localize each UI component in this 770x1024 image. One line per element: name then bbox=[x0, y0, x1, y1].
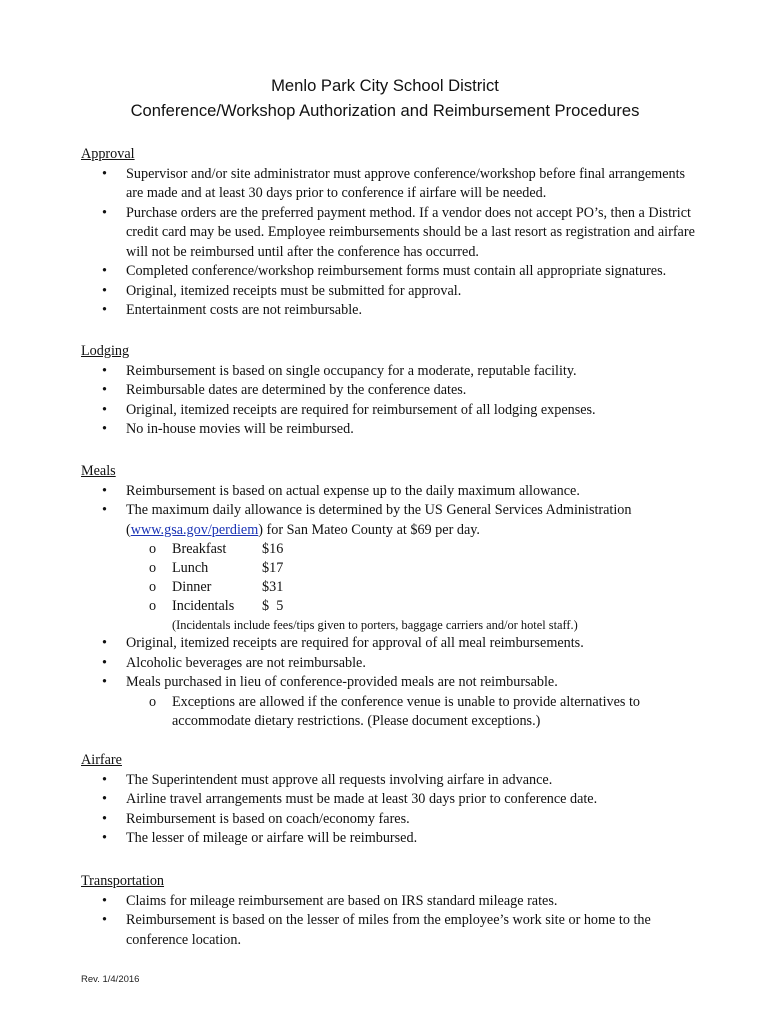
meal-breakdown-item bbox=[81, 540, 701, 559]
revision-date: Rev. 1/4/2016 bbox=[81, 974, 140, 985]
exception-list bbox=[81, 693, 701, 731]
meal-name: Incidentals bbox=[172, 598, 235, 614]
list-item: • Airline travel arrangements must be made at least 30 days prior to conference date. bbox=[81, 790, 701, 810]
list-item bbox=[81, 673, 701, 731]
airfare-heading: Airfare bbox=[81, 752, 122, 768]
list-item: • Alcoholic beverages are not reimbursable. bbox=[81, 654, 701, 674]
incidentals-note: (Incidentals include fees/tips given to porters, baggage carriers and/or hotel staff.) bbox=[172, 618, 578, 632]
list-item: • Claims for mileage reimbursement are based on IRS standard mileage rates. bbox=[81, 892, 701, 912]
meal-amount: $17 bbox=[262, 560, 284, 576]
meal-breakdown-item bbox=[81, 559, 701, 578]
gsa-perdiem-link[interactable]: www.gsa.gov/perdiem bbox=[130, 521, 259, 538]
transportation-section bbox=[81, 872, 701, 950]
airfare-section bbox=[81, 751, 701, 849]
list-item: • Original, itemized receipts are required for approval of all meal reimbursements. bbox=[81, 634, 701, 654]
allowance-text-end: ) for San Mateo County at $69 per day. bbox=[258, 521, 480, 538]
meal-name: Breakfast bbox=[172, 541, 227, 557]
list-item: • Original, itemized receipts must be submitted for approval. bbox=[81, 282, 701, 302]
meal-amount: $31 bbox=[262, 579, 284, 595]
meal-name: Lunch bbox=[172, 560, 209, 576]
meal-breakdown-item bbox=[81, 597, 701, 616]
list-item: • Reimbursement is based on single occupancy for a moderate, reputable facility. bbox=[81, 362, 701, 382]
meal-amount: $16 bbox=[262, 541, 284, 557]
list-item: • Completed conference/workshop reimbursement forms must contain all appropriate signatures. bbox=[81, 262, 701, 282]
allowance-text-start: The maximum daily allowance is determined by the US General Services Administration ( bbox=[126, 502, 632, 538]
meal-name: Dinner bbox=[172, 579, 212, 595]
list-item: • Reimbursable dates are determined by the conference dates. bbox=[81, 381, 701, 401]
meals-list bbox=[81, 482, 701, 731]
meals-section bbox=[81, 462, 701, 731]
list-item bbox=[81, 501, 701, 634]
meal-breakdown-item bbox=[81, 578, 701, 597]
list-item: • The lesser of mileage or airfare will be reimbursed. bbox=[81, 829, 701, 849]
exception-item: o Exceptions are allowed if the conference venue is unable to provide alternatives to accommodate dietary restrictions. (Please document exceptions.) bbox=[81, 693, 701, 731]
approval-section bbox=[81, 145, 701, 321]
meal-breakdown-list bbox=[81, 540, 701, 616]
list-item: • Reimbursement is based on the lesser of miles from the employee’s work site or home to the conference location. bbox=[81, 911, 701, 950]
transportation-list bbox=[81, 892, 701, 951]
district-name: Menlo Park City School District bbox=[271, 76, 499, 95]
document-title: Conference/Workshop Authorization and Reimbursement Procedures bbox=[130, 101, 640, 120]
airfare-list bbox=[81, 771, 701, 849]
approval-heading: Approval bbox=[81, 146, 135, 162]
list-item: • Supervisor and/or site administrator must approve conference/workshop before final arrangements are made and at least 30 days prior to conference if airfare will be needed. bbox=[81, 165, 701, 204]
lodging-section bbox=[81, 342, 701, 440]
list-item: • Reimbursement is based on coach/economy fares. bbox=[81, 810, 701, 830]
list-item: • No in-house movies will be reimbursed. bbox=[81, 420, 701, 440]
list-item: • The Superintendent must approve all requests involving airfare in advance. bbox=[81, 771, 701, 791]
list-item: • Purchase orders are the preferred payment method. If a vendor does not accept PO’s, then a District credit card may be used. Employee reimbursements should be a last resort as registration and airfare will not be reimbursed until after the conference has occurred. bbox=[81, 204, 701, 263]
meal-amount: $ 5 bbox=[262, 598, 284, 614]
list-item: • Reimbursement is based on actual expense up to the daily maximum allowance. bbox=[81, 482, 701, 502]
list-item: • Entertainment costs are not reimbursable. bbox=[81, 301, 701, 321]
lodging-heading: Lodging bbox=[81, 343, 130, 359]
approval-list bbox=[81, 165, 701, 321]
lodging-list bbox=[81, 362, 701, 440]
list-item-text: Meals purchased in lieu of conference-provided meals are not reimbursable. bbox=[126, 674, 558, 690]
transportation-heading: Transportation bbox=[81, 873, 165, 889]
meals-heading: Meals bbox=[81, 463, 116, 479]
list-item: • Original, itemized receipts are required for reimbursement of all lodging expenses. bbox=[81, 401, 701, 421]
